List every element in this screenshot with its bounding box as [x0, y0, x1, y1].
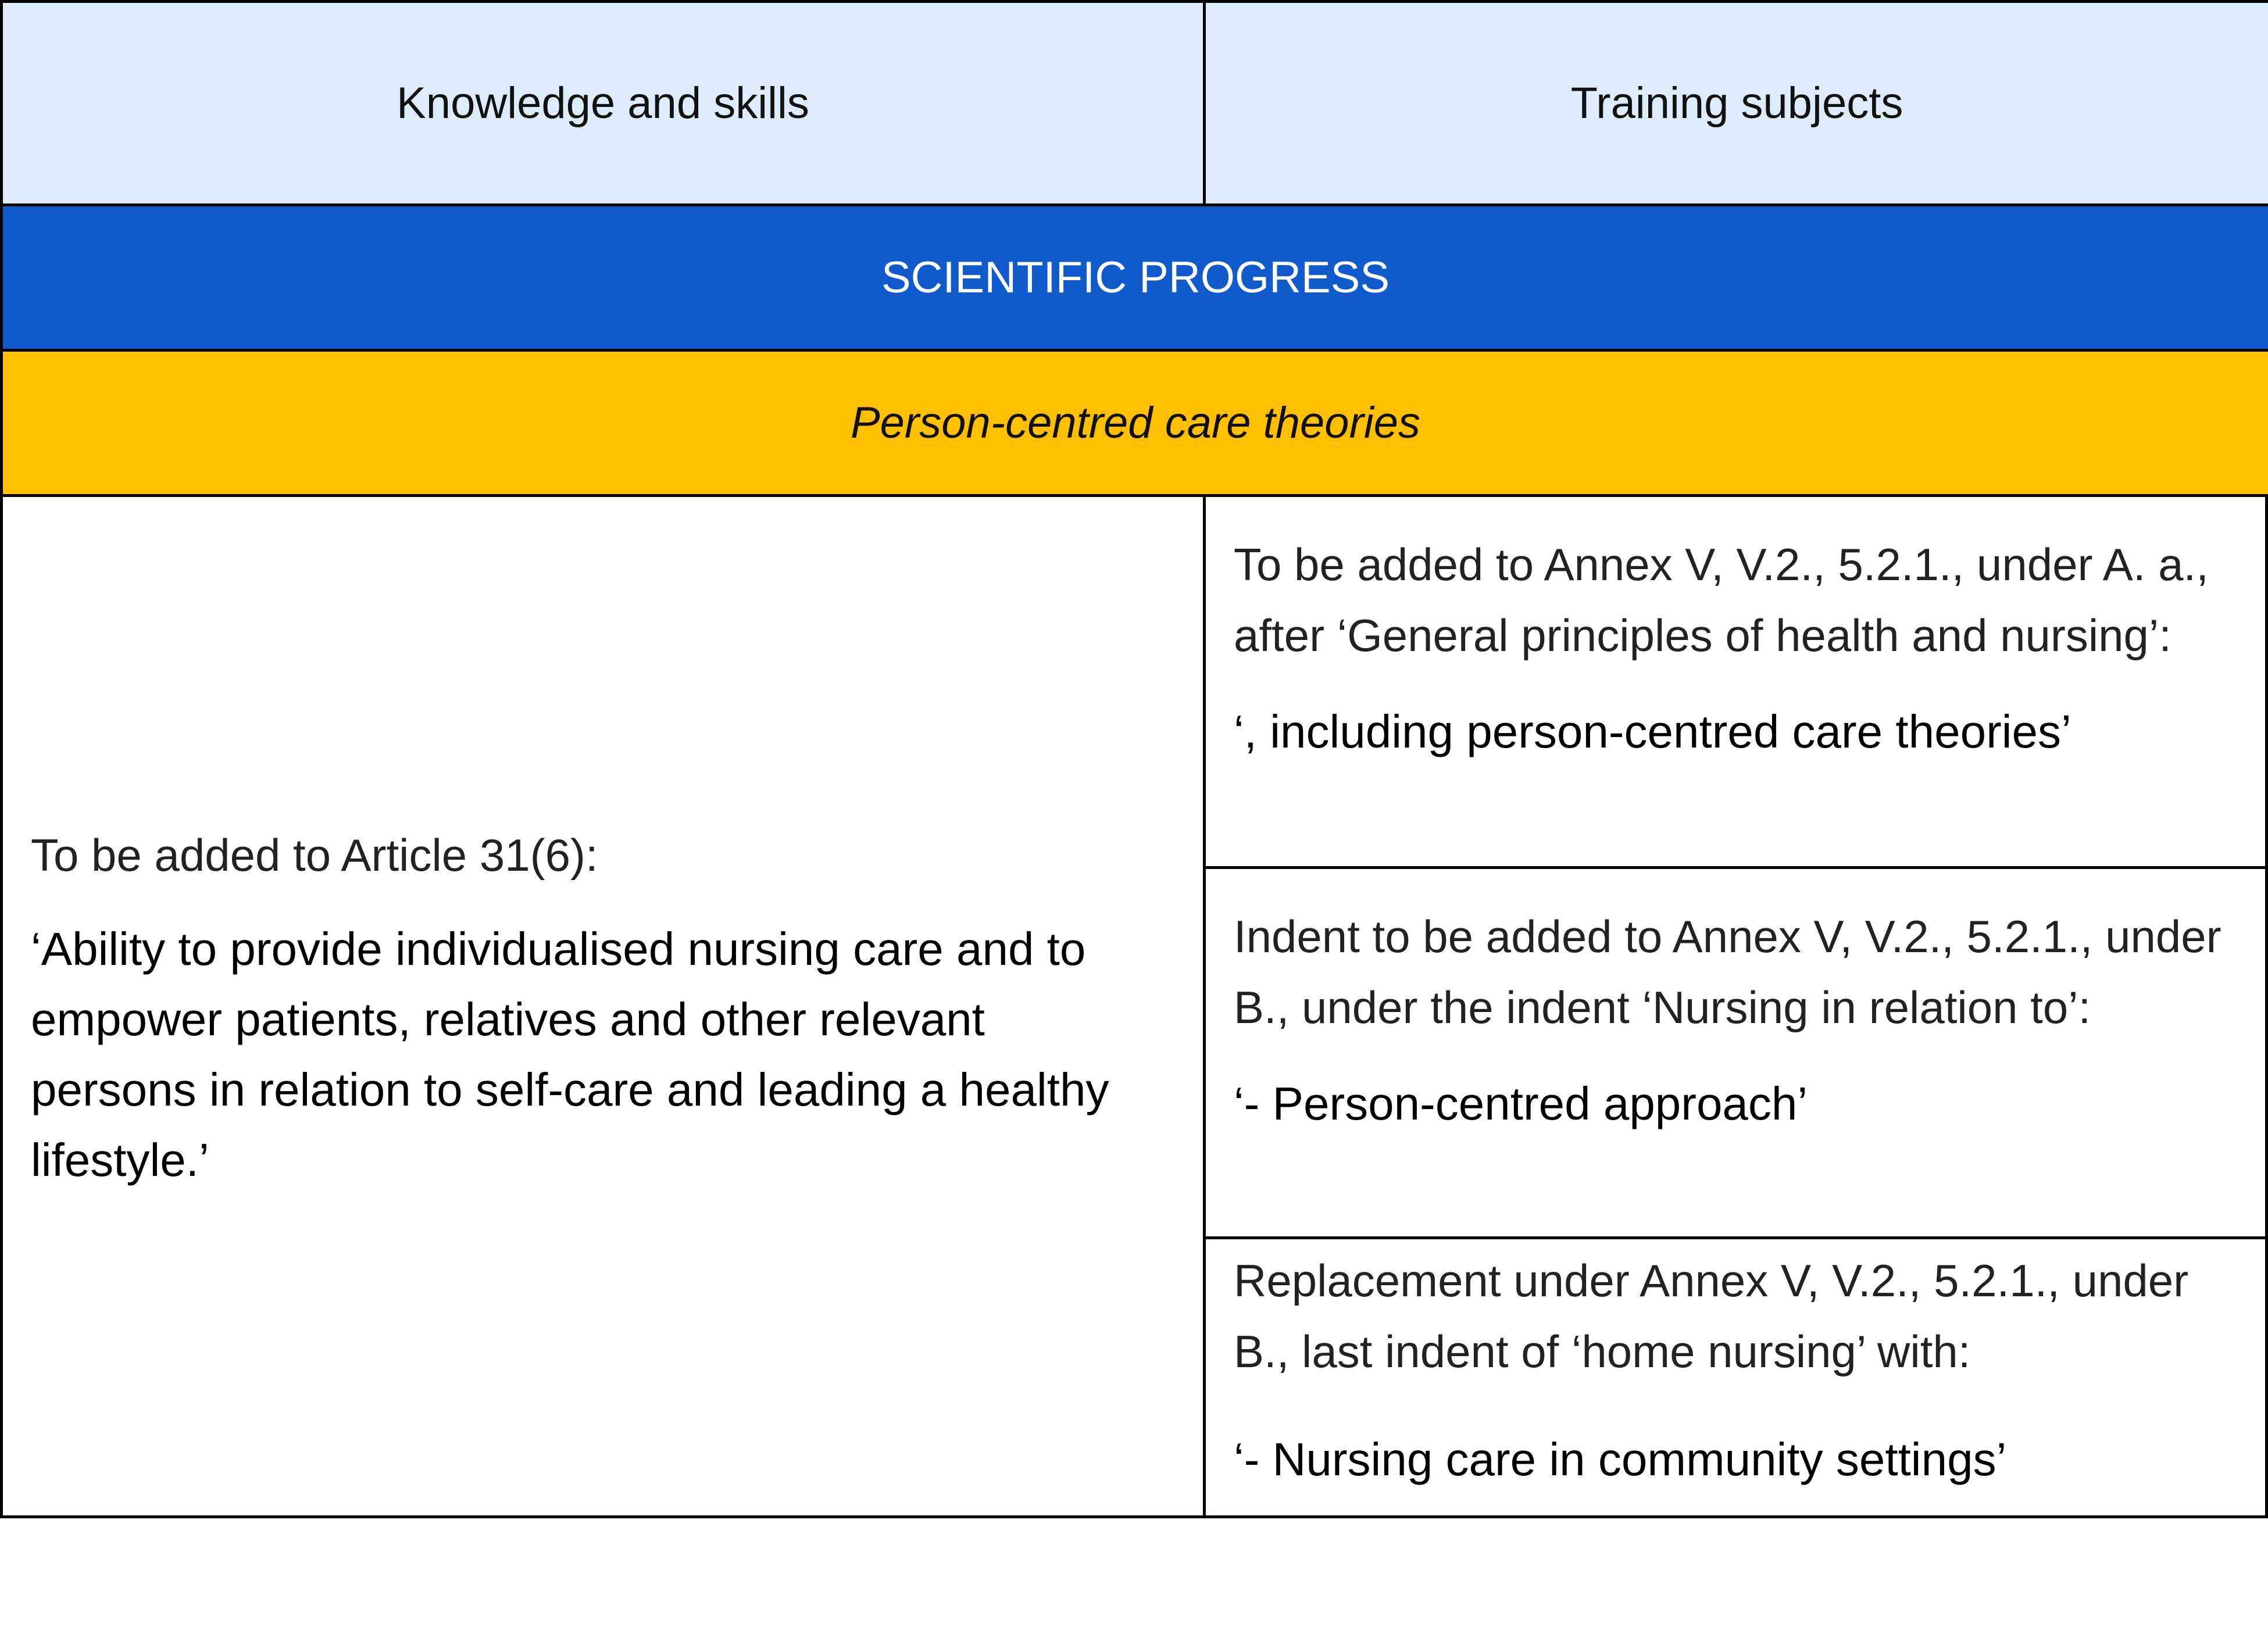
training-intro: Indent to be added to Annex V, V.2., 5.2.1., under B., under the indent ‘Nursing in relation to’: — [1234, 911, 2221, 1033]
subsection-banner — [3, 352, 2268, 497]
section-title: SCIENTIFIC PROGRESS — [881, 253, 1390, 302]
training-intro: Replacement under Annex V, V.2., 5.2.1., under B., last indent of ‘home nursing’ with: — [1234, 1255, 2189, 1377]
column-header-label: Knowledge and skills — [397, 78, 809, 128]
section-banner — [3, 206, 2268, 352]
training-quote: ‘, including person-centred care theories’ — [1234, 706, 2071, 757]
column-header-knowledge-and-skills — [3, 3, 1206, 206]
knowledge-quote: ‘Ability to provide individualised nursing care and to empower patients, relatives and other relevant persons in relation to self-care and leading a healthy lifestyle.’ — [31, 923, 1109, 1186]
training-cell-1 — [1206, 497, 2268, 869]
subsection-title: Person-centred care theories — [850, 398, 1421, 448]
column-header-training-subjects — [1206, 3, 2268, 206]
knowledge-cell — [3, 497, 1206, 1518]
training-intro: To be added to Annex V, V.2., 5.2.1., under A. a., after ‘General principles of health and nursing’: — [1234, 539, 2209, 661]
column-header-label: Training subjects — [1570, 78, 1903, 128]
knowledge-intro: To be added to Article 31(6): — [31, 829, 598, 881]
training-quote: ‘- Person-centred approach’ — [1234, 1078, 1808, 1129]
training-cell-3 — [1206, 1239, 2268, 1518]
training-quote: ‘- Nursing care in community settings’ — [1234, 1433, 2007, 1485]
training-cell-2 — [1206, 869, 2268, 1239]
